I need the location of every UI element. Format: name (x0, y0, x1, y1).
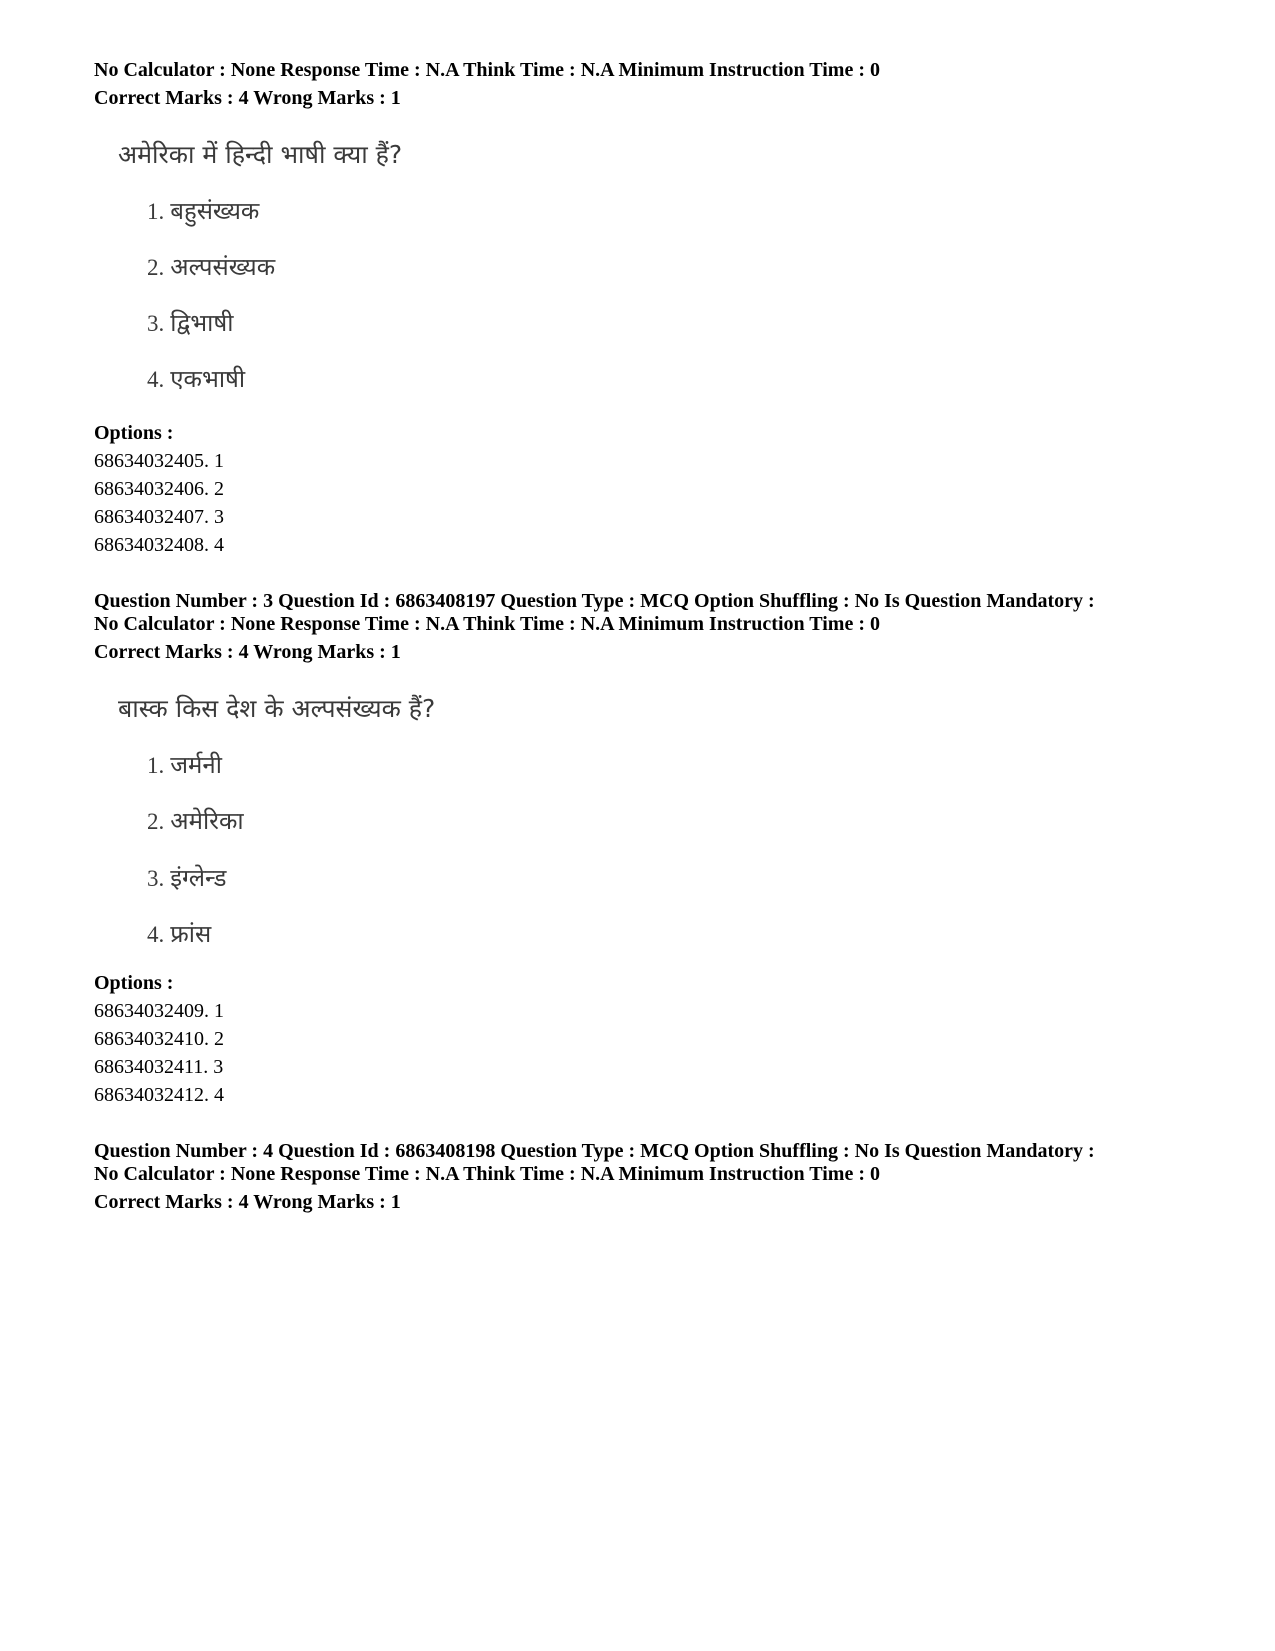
choice-text: द्विभाषी (170, 309, 234, 337)
question-choice (147, 919, 211, 950)
question-choice (147, 196, 259, 227)
choice-number: 3. (147, 311, 165, 336)
option-line: 68634032407. 3 (94, 506, 224, 528)
question-marks: Correct Marks : 4 Wrong Marks : 1 (94, 641, 401, 663)
question-meta-line: No Calculator : None Response Time : N.A Think Time : N.A Minimum Instruction Time : 0 (94, 1163, 880, 1185)
question-marks: Correct Marks : 4 Wrong Marks : 1 (94, 87, 401, 109)
choice-number: 2. (147, 255, 165, 280)
choice-number: 1. (147, 199, 165, 224)
choice-text: अल्पसंख्यक (170, 253, 276, 281)
question-meta-line: Question Number : 3 Question Id : 6863408197 Question Type : MCQ Option Shuffling : No Is Question Mandatory : (94, 590, 1095, 612)
choice-text: फ्रांस (170, 920, 212, 948)
options-label: Options : (94, 422, 174, 444)
choice-text: इंग्लेन्ड (170, 864, 227, 892)
option-line: 68634032412. 4 (94, 1084, 224, 1106)
question-choice (147, 806, 244, 837)
question-meta-line: No Calculator : None Response Time : N.A Think Time : N.A Minimum Instruction Time : 0 (94, 59, 880, 81)
question-choice (147, 863, 226, 894)
question-marks: Correct Marks : 4 Wrong Marks : 1 (94, 1191, 401, 1213)
question-choice (147, 252, 275, 283)
question-stem: अमेरिका में हिन्दी भाषी क्या हैं? (118, 140, 403, 169)
option-line: 68634032411. 3 (94, 1056, 224, 1078)
question-meta-line: Question Number : 4 Question Id : 6863408198 Question Type : MCQ Option Shuffling : No Is Question Mandatory : (94, 1140, 1095, 1162)
option-line: 68634032409. 1 (94, 1000, 224, 1022)
option-line: 68634032408. 4 (94, 534, 224, 556)
question-meta-line: No Calculator : None Response Time : N.A Think Time : N.A Minimum Instruction Time : 0 (94, 613, 880, 635)
choice-number: 1. (147, 753, 165, 778)
choice-number: 3. (147, 866, 165, 891)
choice-text: एकभाषी (170, 365, 246, 393)
options-label: Options : (94, 972, 174, 994)
question-choice (147, 750, 222, 781)
choice-number: 4. (147, 367, 165, 392)
question-stem: बास्क किस देश के अल्पसंख्यक हैं? (118, 694, 436, 723)
choice-text: बहुसंख्यक (170, 197, 260, 225)
choice-number: 4. (147, 922, 165, 947)
option-line: 68634032410. 2 (94, 1028, 224, 1050)
question-choice (147, 364, 245, 395)
choice-number: 2. (147, 809, 165, 834)
choice-text: अमेरिका (170, 807, 244, 835)
question-choice (147, 308, 233, 339)
choice-text: जर्मनी (170, 751, 222, 779)
option-line: 68634032406. 2 (94, 478, 224, 500)
option-line: 68634032405. 1 (94, 450, 224, 472)
